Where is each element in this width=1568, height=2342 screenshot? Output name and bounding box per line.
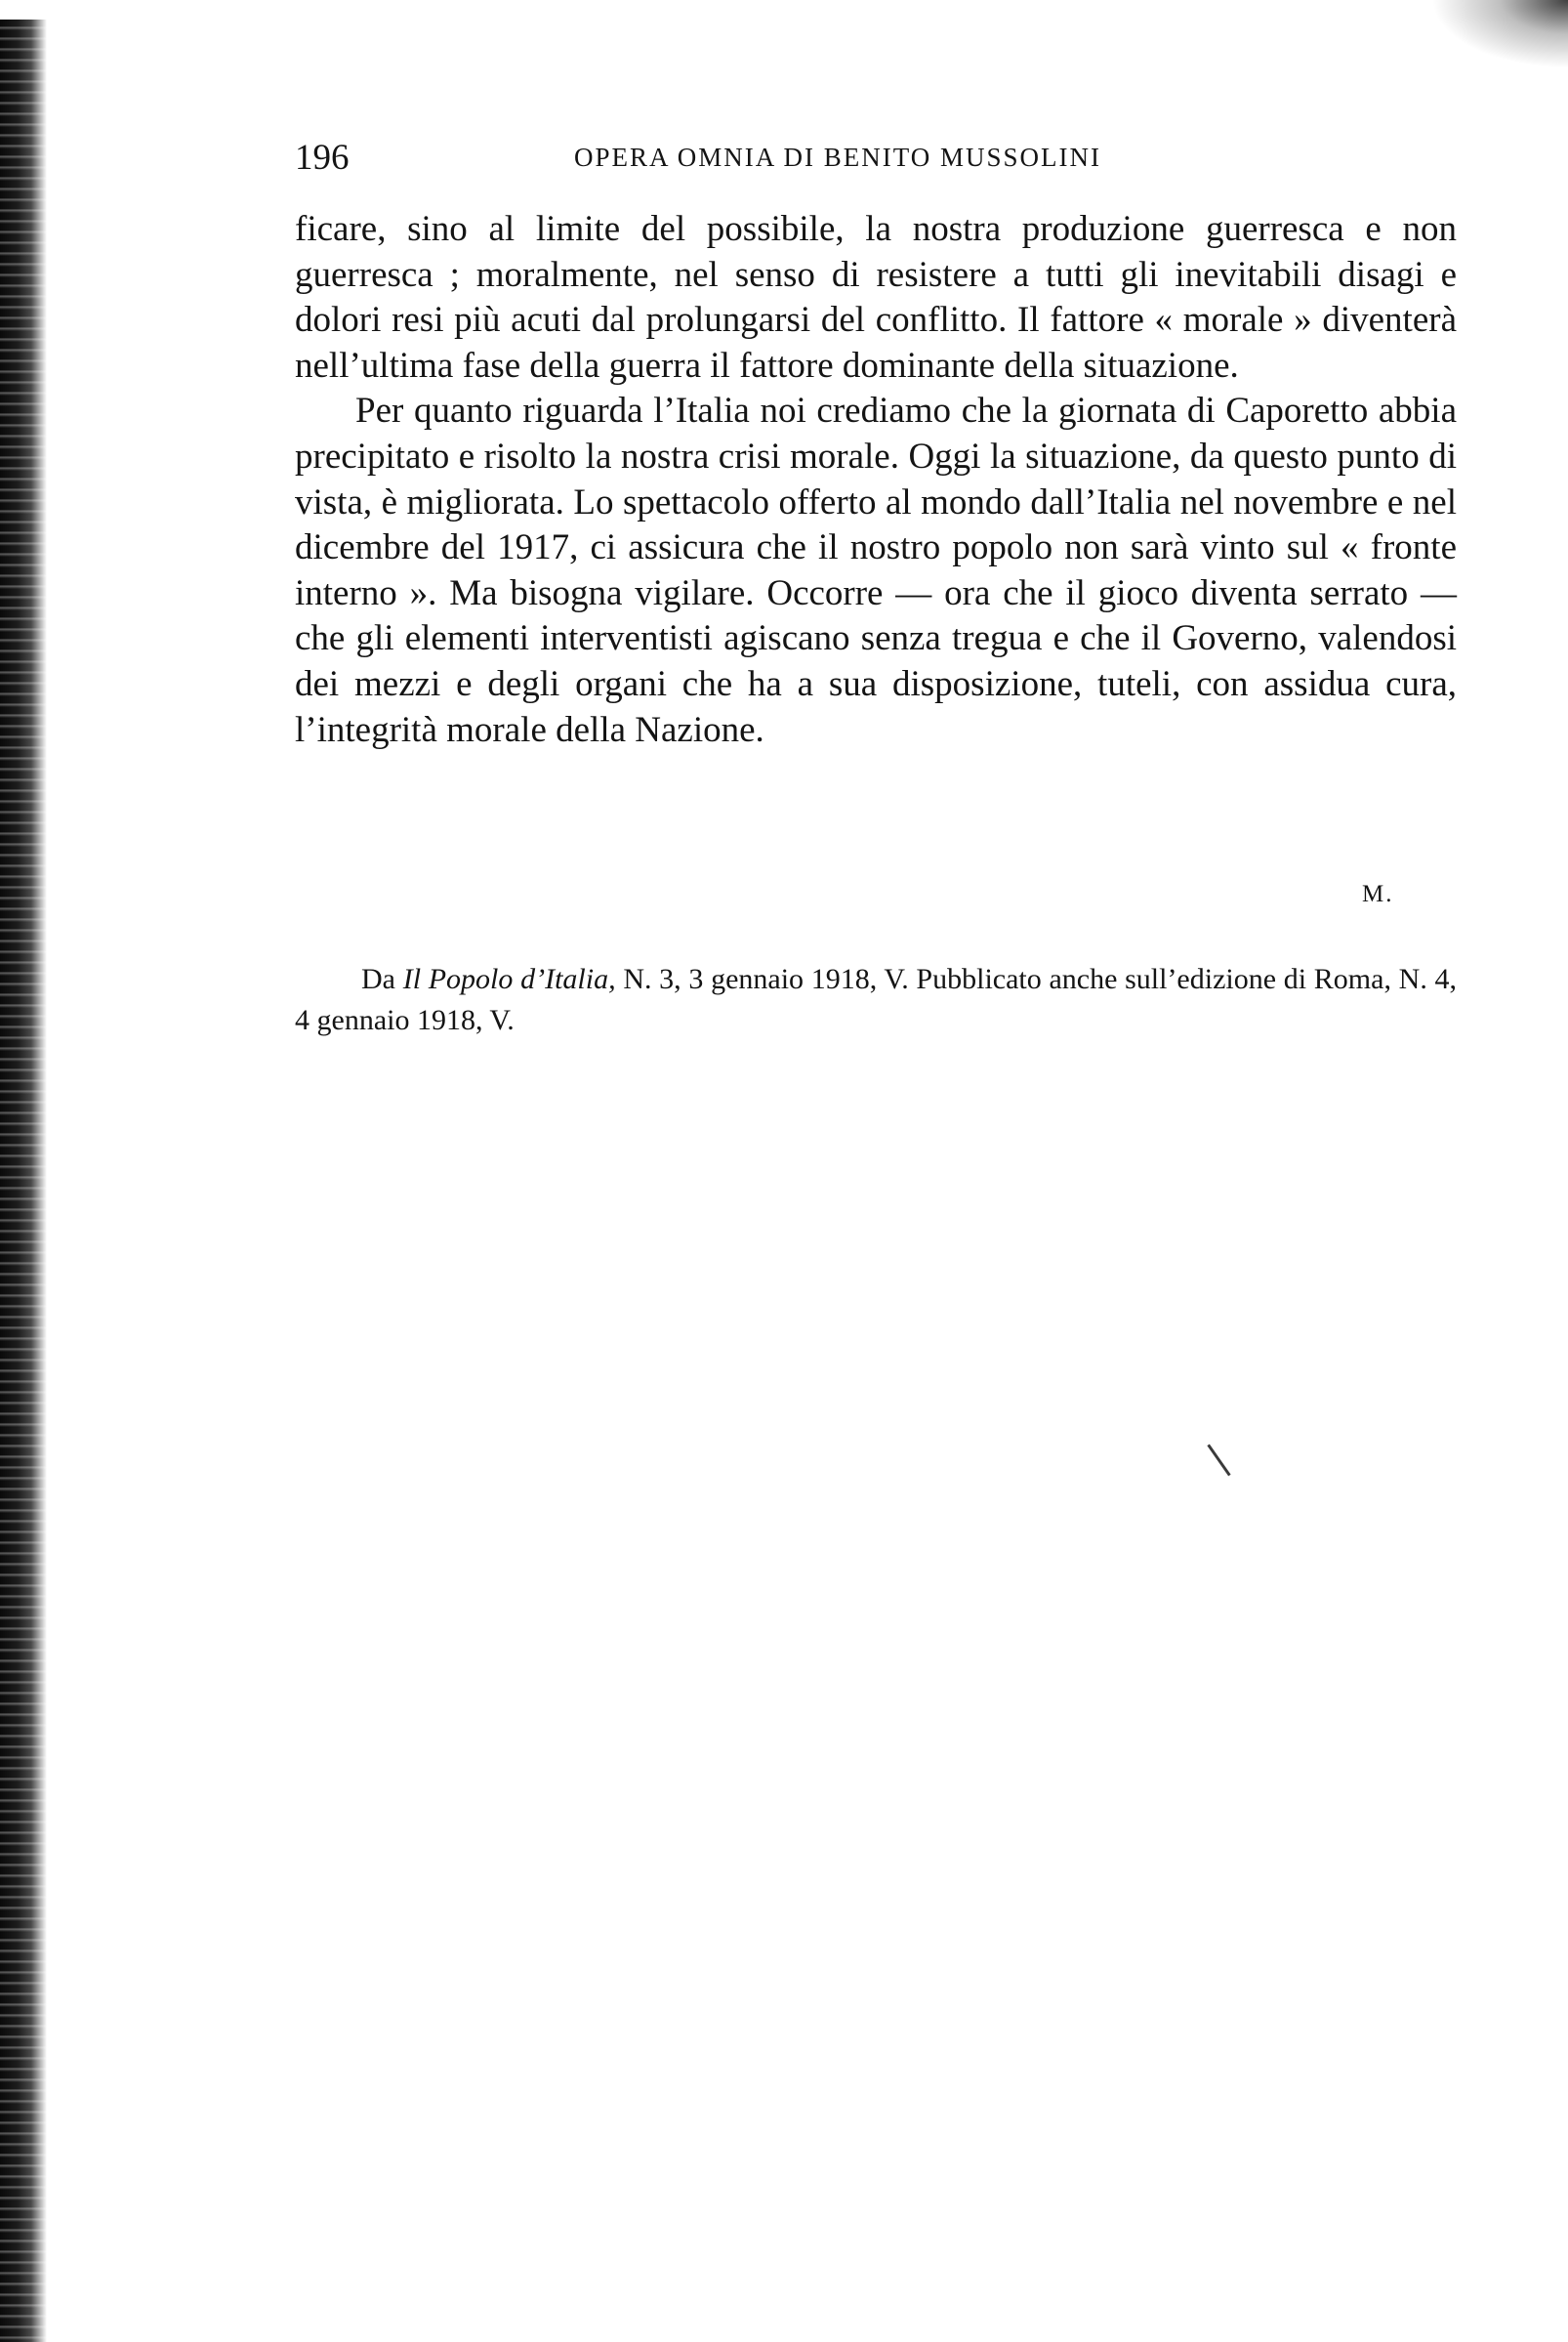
author-signature: M. [1362,881,1394,907]
body-text [295,207,1457,753]
page-number: 196 [295,138,350,178]
source-note-details: N. 3, 3 gennaio 1918, V. Pubblicato anche sull’edizione di Roma, N. 4, 4 gennaio 1918, V. [295,963,1458,1036]
running-head [295,137,1466,186]
scan-binding-edge [0,20,47,2342]
paragraph-continuation: ficare, sino al limite del possibile, la nostra produzione guerresca e non guerresca ; moralmente, nel senso di resistere a tutti gli inevitabili disagi e dolori resi più acuti dal prolungarsi del conflitto. Il fattore « morale » diventerà nell’ultima fase della guerra il fattore dominante della situazione. [295,209,1457,386]
paragraph-caporetto: Per quanto riguarda l’Italia noi crediamo che la giornata di Caporetto abbia precipitato e risolto la nostra crisi morale. Oggi la situazione, da questo punto di vista, è migliorata. Lo spettacolo offerto al mondo dall’Italia nel novembre e nel dicembre del 1917, ci assicura che il nostro popolo non sarà vinto sul « fronte interno ». Ma bisogna vigilare. Occorre — ora che il gioco diventa serrato — che gli elementi interventisti agiscano senza tregua e che il Governo, valendosi dei mezzi e degli organi che ha a sua disposizione, tuteli, con assidua cura, l’integrità morale della Nazione. [295,391,1457,750]
scan-corner-speckle [1431,0,1568,68]
source-note [295,959,1457,1041]
source-newspaper-title: Il Popolo d’Italia, [402,963,616,995]
source-note-prefix: Da [361,963,395,995]
scan-stray-mark [1207,1444,1230,1477]
running-title: OPERA OMNIA DI BENITO MUSSOLINI [574,143,1102,172]
